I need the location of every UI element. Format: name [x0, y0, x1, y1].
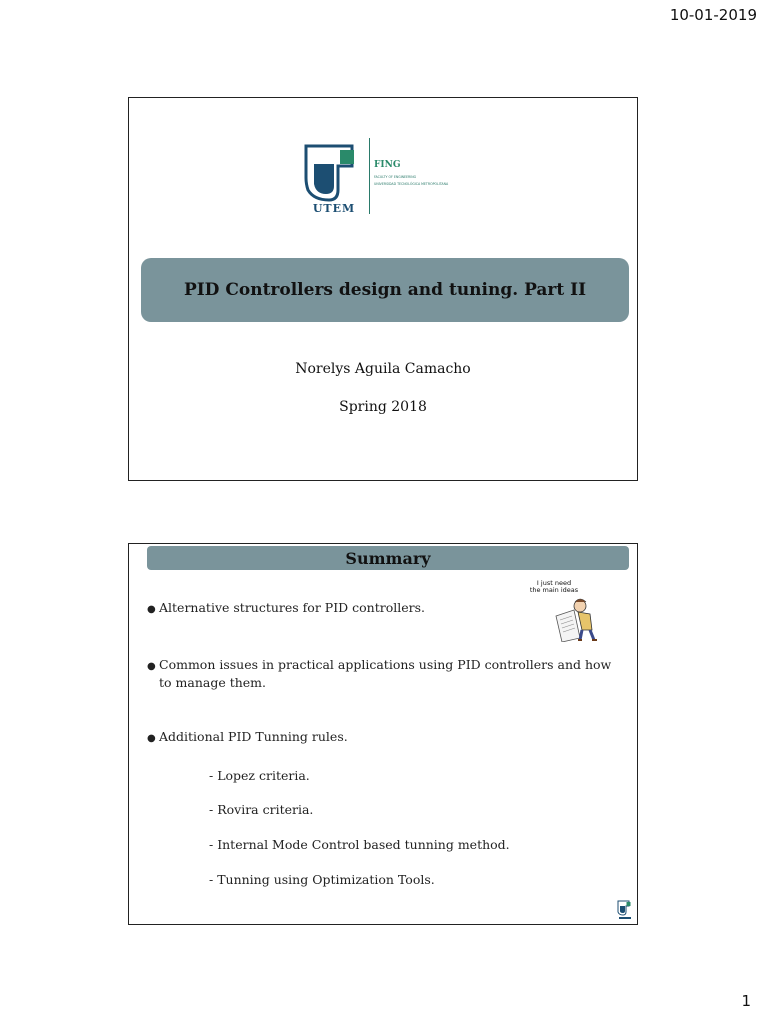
logo-divider	[369, 138, 370, 214]
cartoon-caption-line-2: the main ideas	[529, 586, 579, 594]
bullet-text: Alternative structures for PID controllers.	[159, 600, 425, 615]
summary-heading: Summary	[345, 548, 431, 568]
title-banner	[141, 258, 629, 322]
cartoon-caption-line-1: I just need	[536, 579, 572, 587]
summary-slide	[128, 543, 638, 925]
sub-item: - Lopez criteria.	[209, 768, 310, 783]
bullet-dot-icon: ●	[147, 604, 156, 615]
faculty-line-1: FACULTY OF ENGINEERING	[374, 175, 417, 179]
header-date: 10-01-2019	[669, 6, 757, 24]
author-name: Norelys Aguila Camacho	[295, 361, 471, 377]
sub-item: - Rovira criteria.	[209, 802, 314, 817]
sub-item: - Tunning using Optimization Tools.	[209, 872, 435, 887]
bullet-item	[147, 599, 617, 619]
bullet-text: Additional PID Tunning rules.	[159, 729, 348, 744]
summary-heading-bar	[147, 546, 629, 570]
utem-logo	[304, 138, 504, 218]
presentation-title: PID Controllers design and tuning. Part II	[183, 280, 587, 300]
utem-mini-logo-icon	[617, 899, 633, 921]
faculty-name: FING	[374, 160, 401, 170]
term: Spring 2018	[339, 399, 427, 415]
bullet-dot-icon: ●	[147, 661, 156, 672]
utem-wordmark: UTEM	[312, 202, 356, 215]
bullet-text: Common issues in practical applications using PID controllers and how to manage them.	[159, 657, 612, 690]
page-number: 1	[741, 992, 751, 1010]
sub-item: - Internal Mode Control based tunning method.	[209, 837, 510, 852]
bullet-item	[147, 656, 617, 692]
faculty-line-2: UNIVERSIDAD TECNOLÓGICA METROPOLITANA	[374, 182, 449, 186]
bullet-dot-icon: ●	[147, 733, 156, 744]
bullet-item	[147, 728, 617, 748]
title-slide	[128, 97, 638, 481]
